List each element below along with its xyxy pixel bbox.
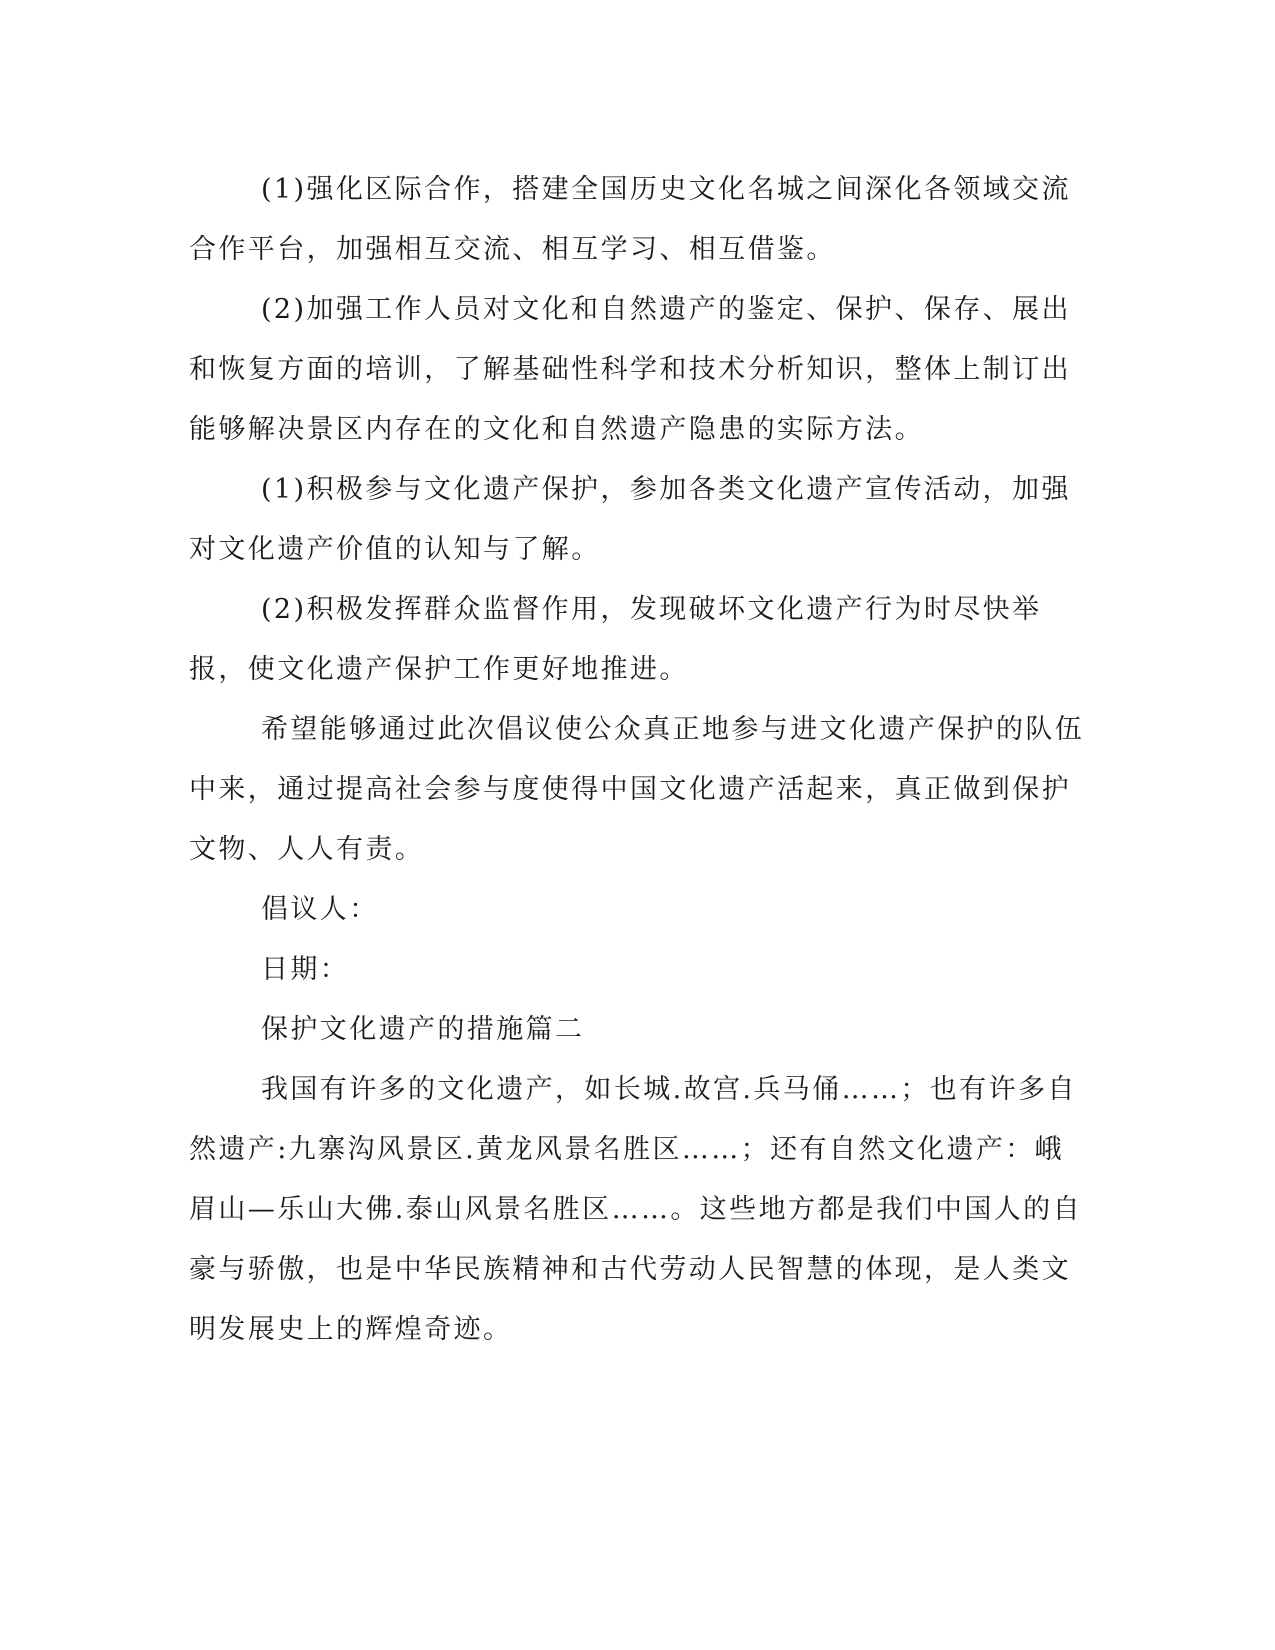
section-heading: 保护文化遗产的措施篇二 bbox=[261, 1014, 585, 1045]
paragraph-staff-training: (2)加强工作人员对文化和自然遗产的鉴定、保护、保存、展出和恢复方面的培训，了解基础性科学和技术分析知识，整体上制订出能够解决景区内存在的文化和自然遗产隐患的实际方法。 bbox=[189, 294, 1071, 445]
paragraph-hope: 希望能够通过此次倡议使公众真正地参与进文化遗产保护的队伍中来，通过提高社会参与度使得中国文化遗产活起来，真正做到保护文物、人人有责。 bbox=[189, 714, 1085, 865]
paragraph-public-supervision: (2)积极发挥群众监督作用，发现破坏文化遗产行为时尽快举报，使文化遗产保护工作更好地推进。 bbox=[189, 594, 1042, 685]
paragraph-heritage-list: 我国有许多的文化遗产，如长城.故宫.兵马俑……；也有许多自然遗产:九寨沟风景区.黄龙风景名胜区……；还有自然文化遗产：峨眉山—乐山大佛.泰山风景名胜区……。这些地方都是我们中国人的自豪与骄傲，也是中华民族精神和古代劳动人民智慧的体现，是人类文明发展史上的辉煌奇迹。 bbox=[189, 1074, 1082, 1345]
date-line: 日期： bbox=[261, 954, 350, 985]
document-body bbox=[189, 160, 1089, 1360]
paragraph-participate-protection: (1)积极参与文化遗产保护，参加各类文化遗产宣传活动，加强对文化遗产价值的认知与了解。 bbox=[189, 474, 1071, 565]
proposer-line: 倡议人： bbox=[261, 894, 379, 925]
paragraph-regional-cooperation: (1)强化区际合作，搭建全国历史文化名城之间深化各领域交流合作平台，加强相互交流、相互学习、相互借鉴。 bbox=[189, 174, 1071, 265]
